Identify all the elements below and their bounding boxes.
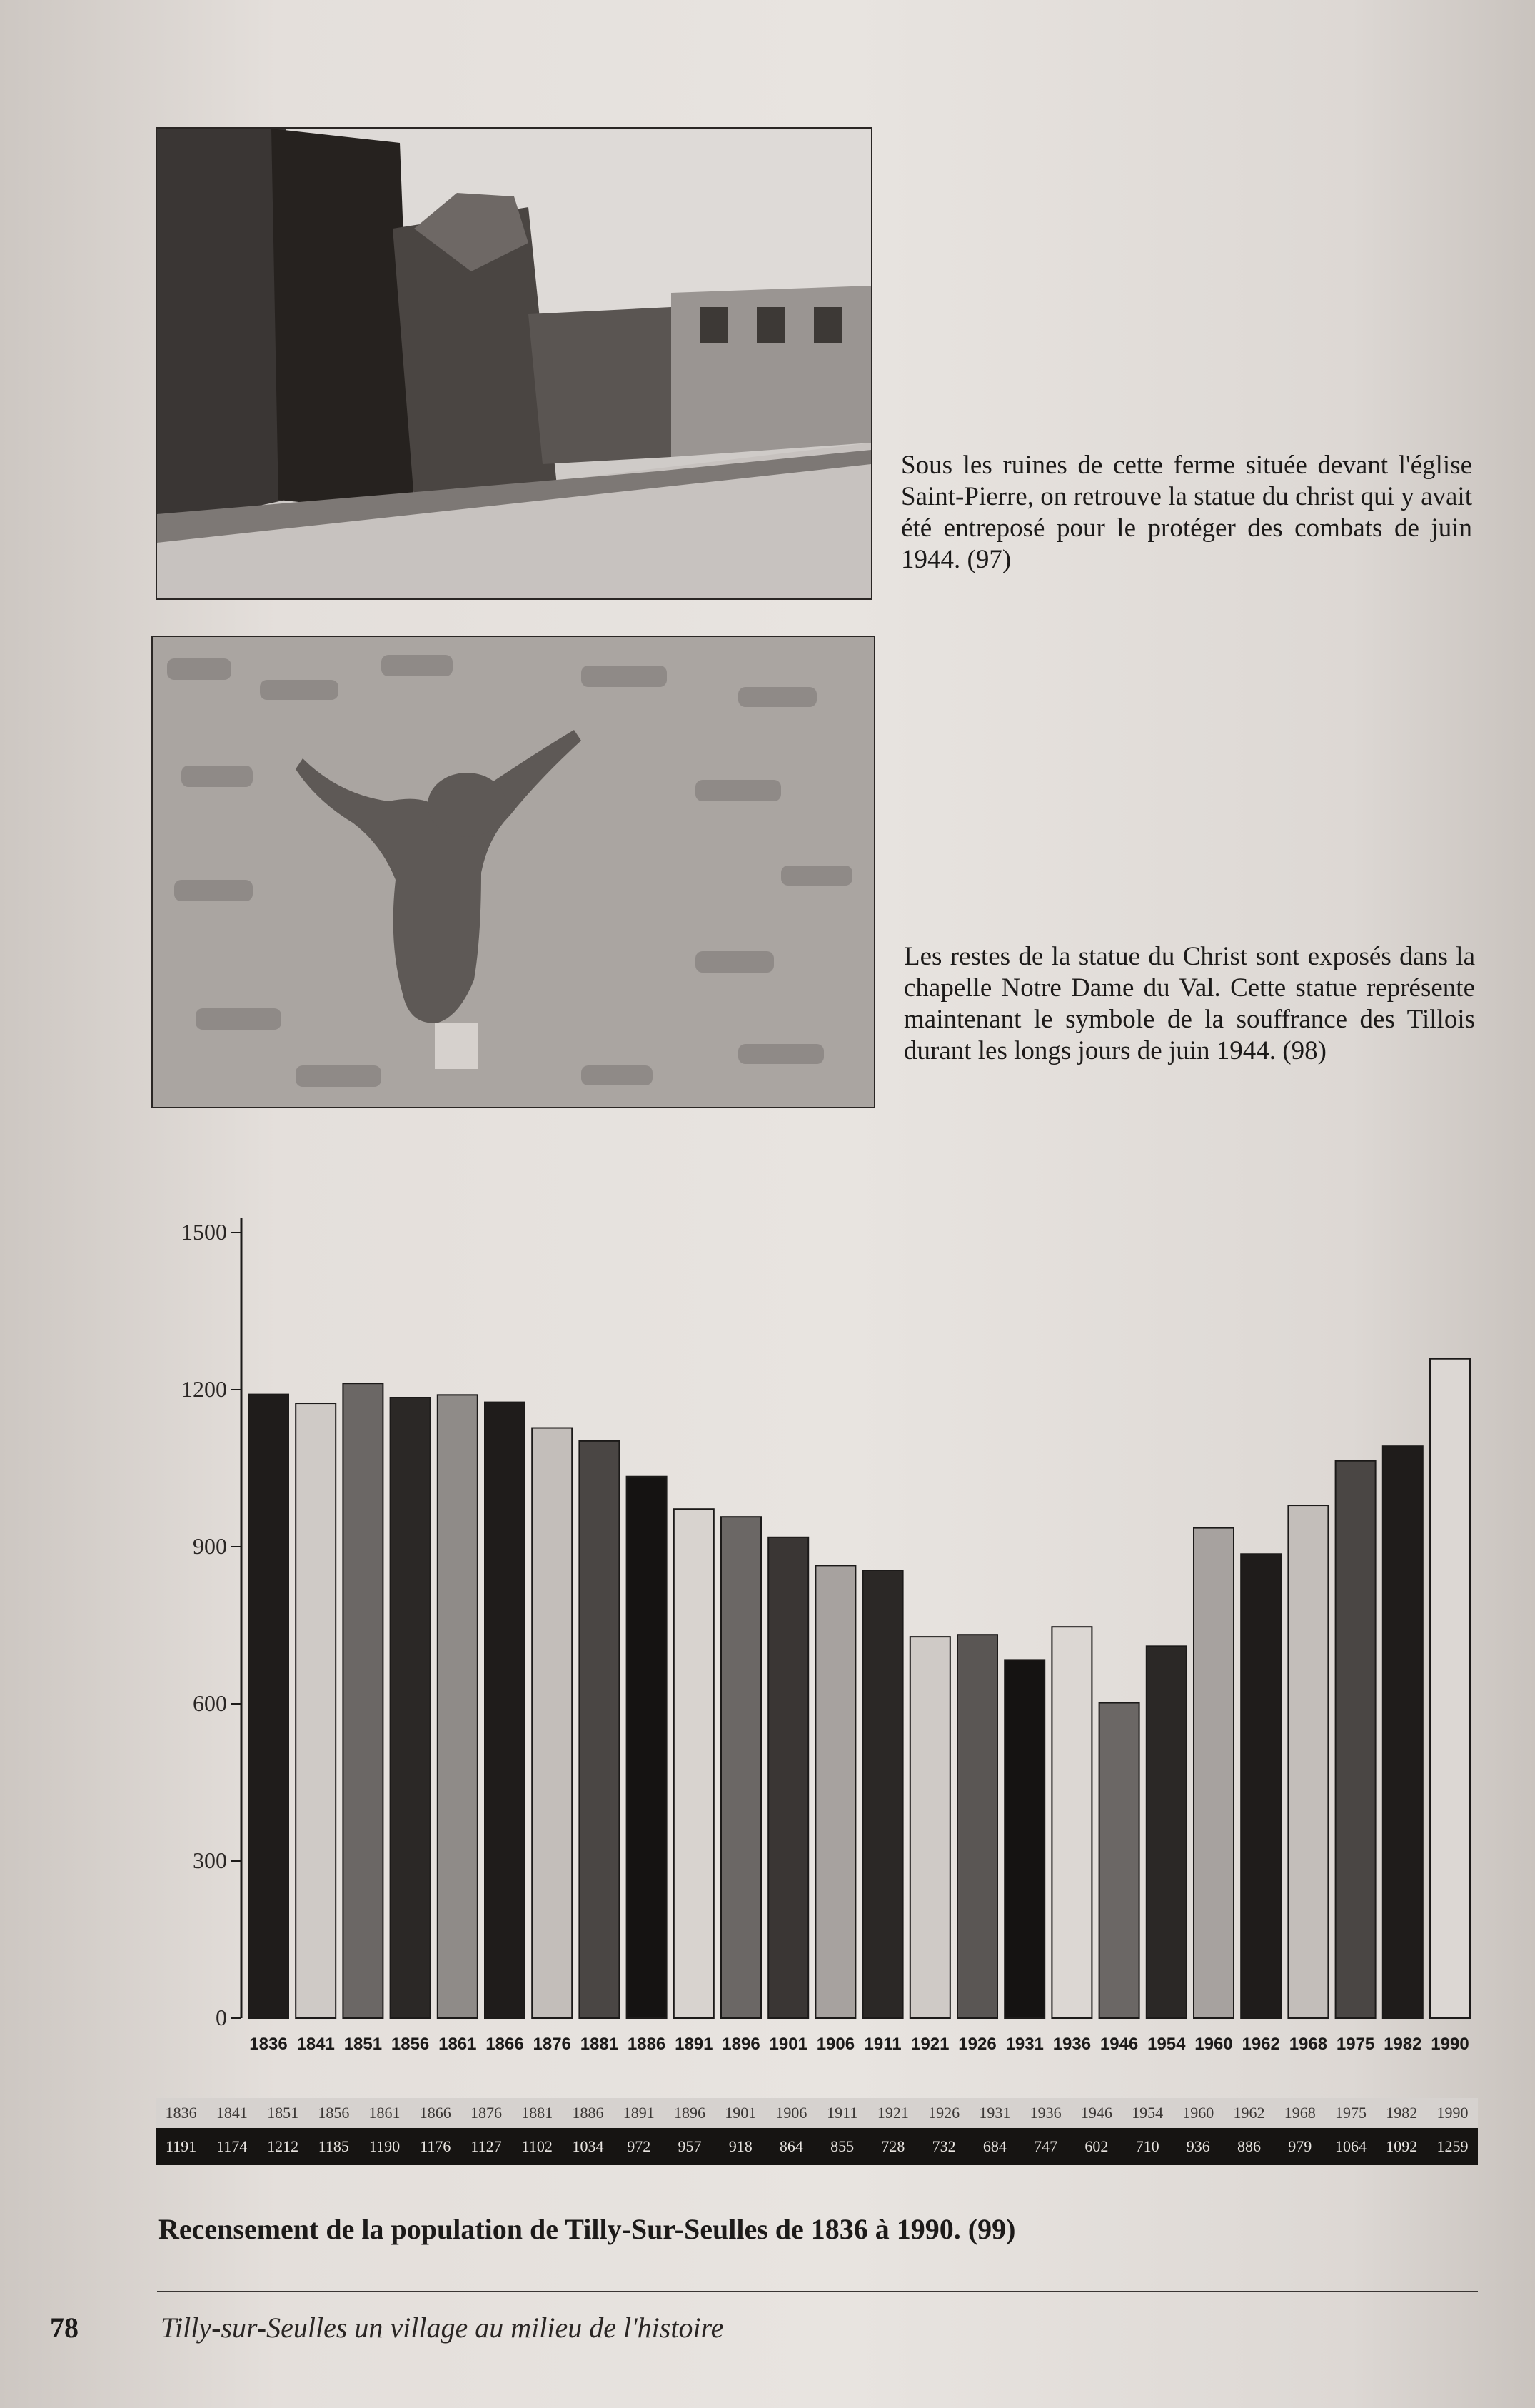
y-tick-label: 300 [193,1847,227,1873]
x-year-label: 1962 [1242,2035,1280,2054]
strip-values-row [156,2128,1478,2165]
strip-value-cell: 684 [982,2137,1007,2155]
strip-year-cell: 1926 [928,2104,960,2122]
population-bar [1288,1505,1328,2018]
strip-year-cell: 1982 [1386,2104,1418,2122]
strip-value-cell: 1064 [1335,2137,1367,2155]
population-bar [815,1565,855,2018]
strip-year-cell: 1891 [623,2104,655,2122]
strip-value-cell: 1034 [572,2137,604,2155]
strip-value-cell: 957 [678,2137,702,2155]
strip-year-cell: 1901 [725,2104,757,2122]
population-bar-chart [143,1200,1499,2078]
x-year-label: 1982 [1384,2035,1422,2054]
strip-value-cell: 1174 [216,2137,248,2155]
strip-value-cell: 1259 [1436,2137,1469,2155]
y-tick-label: 0 [216,2005,227,2030]
strip-value-cell: 1092 [1386,2137,1418,2155]
y-tick-label: 900 [193,1533,227,1559]
population-bar [1194,1528,1234,2018]
strip-value-cell: 972 [627,2137,651,2155]
strip-year-cell: 1968 [1284,2104,1316,2122]
x-year-label: 1911 [864,2035,902,2054]
strip-year-cell: 1911 [827,2104,858,2122]
population-bar [1052,1627,1092,2018]
chart-caption: Recensement de la population de Tilly-Sur-Seulles de 1836 à 1990. (99) [158,2213,1016,2245]
strip-year-cell: 1962 [1233,2104,1265,2122]
strip-year-cell: 1886 [572,2104,604,2122]
population-bar [438,1395,478,2018]
strip-value-cell: 886 [1237,2137,1262,2155]
strip-year-cell: 1881 [521,2104,553,2122]
population-bar [1241,1554,1281,2018]
y-tick-label: 1500 [181,1219,227,1245]
x-year-label: 1946 [1099,2035,1139,2054]
x-year-label: 1975 [1336,2035,1375,2054]
strip-value-cell: 728 [881,2137,905,2155]
strip-value-cell: 1191 [166,2137,197,2155]
strip-value-cell: 855 [830,2137,855,2155]
population-bar [674,1509,714,2018]
population-bar [768,1537,808,2018]
x-year-label: 1990 [1431,2035,1469,2054]
census-data-strip [156,2098,1478,2168]
strip-value-cell: 864 [779,2137,803,2155]
x-year-label: 1901 [769,2035,807,2054]
x-year-label: 1931 [1005,2035,1044,2054]
strip-value-cell: 747 [1034,2137,1058,2155]
x-year-label: 1926 [958,2035,997,2054]
strip-year-cell: 1921 [877,2104,909,2122]
population-bar [391,1398,431,2018]
strip-value-cell: 1176 [420,2137,451,2155]
y-tick-label: 1200 [181,1376,227,1402]
population-bar [1383,1446,1423,2018]
strip-value-cell: 732 [932,2137,956,2155]
christ-statue-photo [151,636,875,1108]
population-bar [343,1383,383,2018]
strip-year-cell: 1906 [775,2104,807,2122]
x-year-label: 1861 [438,2035,477,2054]
strip-value-cell: 1212 [267,2137,299,2155]
population-bar [721,1517,761,2018]
x-year-label: 1856 [391,2035,430,2054]
photo2-caption: Les restes de la statue du Christ sont exposés dans la chapelle Notre Dame du Val. Cette statue représente maintenant le symbole de la souffrance des Tillois durant les longs jours de juin 1944. (98) [904,942,1475,1065]
strip-value-cell: 602 [1084,2137,1109,2155]
strip-year-cell: 1856 [318,2104,350,2122]
strip-year-cell: 1896 [673,2104,705,2122]
strip-year-cell: 1946 [1080,2104,1112,2122]
x-year-label: 1876 [533,2035,571,2054]
population-bar [627,1477,667,2018]
x-year-label: 1936 [1052,2035,1092,2054]
strip-value-cell: 1127 [470,2137,502,2155]
strip-value-cell: 936 [1186,2137,1210,2155]
population-bar [1099,1703,1139,2018]
strip-year-cell: 1931 [979,2104,1011,2122]
x-year-label: 1954 [1147,2035,1186,2054]
population-bar [1147,1646,1187,2018]
strip-year-cell: 1990 [1436,2104,1469,2122]
x-year-label: 1968 [1289,2035,1328,2054]
x-year-label: 1851 [343,2035,383,2054]
strip-year-cell: 1876 [470,2104,503,2122]
ruined-farm-photo [156,127,872,600]
strip-year-cell: 1836 [165,2104,197,2122]
x-year-label: 1866 [485,2035,524,2054]
strip-year-cell: 1954 [1132,2104,1164,2122]
population-bar [296,1403,336,2018]
population-bar [910,1637,950,2018]
x-year-label: 1891 [675,2035,713,2054]
x-year-label: 1896 [722,2035,760,2054]
x-year-label: 1886 [627,2035,666,2054]
strip-years-row [156,2098,1478,2128]
strip-year-cell: 1841 [216,2104,248,2122]
y-tick-label: 600 [193,1690,227,1716]
x-year-label: 1921 [911,2035,950,2054]
strip-value-cell: 979 [1288,2137,1312,2155]
strip-year-cell: 1975 [1335,2104,1367,2122]
strip-year-cell: 1861 [368,2104,401,2122]
population-bar [957,1635,997,2018]
strip-year-cell: 1960 [1182,2104,1214,2122]
population-bar [1336,1461,1376,2018]
strip-year-cell: 1936 [1030,2104,1062,2122]
strip-value-cell: 918 [728,2137,753,2155]
population-bar [863,1570,903,2018]
population-bar [485,1403,525,2018]
strip-year-cell: 1866 [419,2104,451,2122]
footer-divider [157,2291,1478,2292]
x-year-label: 1841 [296,2035,335,2054]
photo1-caption: Sous les ruines de cette ferme située devant l'église Saint-Pierre, on retrouve la statue du christ qui y avait été entreposé pour le protéger des combats de juin 1944. (97) [901,451,1472,574]
population-bar [1005,1660,1045,2018]
strip-value-cell: 1102 [521,2137,553,2155]
population-bar [532,1428,572,2018]
population-bar [248,1395,288,2018]
strip-value-cell: 1190 [368,2137,401,2155]
population-bar [579,1441,619,2018]
x-year-label: 1836 [249,2035,288,2054]
page-number: 78 [50,2312,79,2344]
strip-value-cell: 1185 [318,2137,349,2155]
x-year-label: 1906 [816,2035,855,2054]
chart-svg [143,1200,1499,2078]
population-bar [1430,1359,1470,2018]
running-title: Tilly-sur-Seulles un village au milieu de l'histoire [161,2312,724,2344]
x-year-label: 1960 [1194,2035,1233,2054]
x-year-label: 1881 [580,2035,619,2054]
strip-year-cell: 1851 [267,2104,299,2122]
strip-value-cell: 710 [1135,2137,1159,2155]
